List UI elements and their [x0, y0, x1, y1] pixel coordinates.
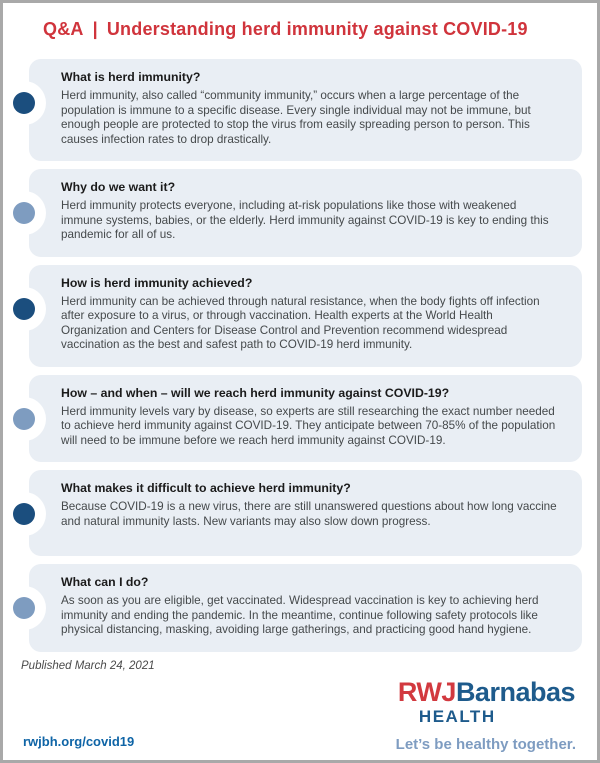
bullet-dot-icon [13, 503, 35, 525]
bullet-dot-icon [13, 202, 35, 224]
bullet-dot-icon [13, 298, 35, 320]
logo-barnabas: Barnabas [455, 677, 575, 707]
bullet-ring [2, 81, 46, 125]
qa-item-what-can-i-do [29, 564, 582, 652]
question-text: Why do we want it? [61, 180, 176, 194]
bullet-ring [2, 586, 46, 630]
brand-tagline: Let’s be healthy together. [395, 736, 576, 753]
logo-wordmark [398, 679, 575, 706]
title-separator: | [92, 19, 98, 39]
answer-text: As soon as you are eligible, get vaccinated. Widespread vaccination is key to achieving herd immunity and ending the pandemic. In the meantime, continue following safety protocols like physical distancing, masking, avoiding large gatherings, and practicing good hand hygiene. [61, 594, 539, 636]
logo-health: HEALTH [418, 707, 496, 726]
qa-item-what-is-herd-immunity [29, 59, 582, 161]
bullet-ring [2, 492, 46, 536]
answer-text: Herd immunity can be achieved through natural resistance, when the body fights off infection after exposure to a virus, or through vaccination. Health experts at the World Health Organization and Centers for Disease Control and Prevention recommend widespread vaccination as the best and safest path to COVID-19 herd immunity. [61, 294, 540, 351]
question-text: How – and when – will we reach herd immunity against COVID-19? [61, 385, 450, 400]
qa-item-why-do-we-want-it [29, 169, 582, 257]
bullet-dot-icon [13, 408, 35, 430]
covid19-site-link[interactable]: rwjbh.org/covid19 [23, 734, 135, 749]
bullet-ring [2, 397, 46, 441]
bullet-ring [2, 191, 46, 235]
qa-list [3, 59, 597, 652]
bullet-dot-icon [13, 92, 35, 114]
question-text: What makes it difficult to achieve herd immunity? [61, 481, 351, 495]
answer-text: Because COVID-19 is a new virus, there are still unanswered questions about how long vaccine and natural immunity lasts. New variants may also slow down progress. [61, 500, 557, 528]
title-text: Understanding herd immunity against COVID-19 [106, 19, 528, 39]
answer-text: Herd immunity levels vary by disease, so experts are still researching the exact number needed to achieve herd immunity against COVID-19. They anticipate between 70-85% of the population will need to be immune before we reach herd immunity against COVID-19. [61, 404, 556, 447]
page-title [3, 3, 597, 40]
answer-text: Herd immunity, also called “community immunity,” occurs when a large percentage of the population is immune to a specific disease. Every single individual may not be immune, but enough people are protected to stop the virus from easily spreading person to person. This causes infection rates to drop drastically. [61, 89, 531, 146]
rwjbarnabas-health-logo [398, 679, 575, 725]
question-text: What is herd immunity? [61, 70, 201, 84]
published-date: Published March 24, 2021 [21, 660, 155, 672]
logo-rwj: RWJ [397, 677, 456, 707]
title-prefix: Q&A [43, 19, 84, 39]
question-text: What can I do? [61, 575, 149, 589]
qa-item-when-reached [29, 375, 582, 463]
bullet-dot-icon [13, 597, 35, 619]
qa-item-difficulties [29, 470, 582, 556]
qa-item-how-achieved [29, 265, 582, 367]
bullet-ring [2, 287, 46, 331]
question-text: How is herd immunity achieved? [61, 275, 253, 290]
answer-text: Herd immunity protects everyone, including at-risk populations like those with weakened immune systems, babies, or the elderly. Herd immunity against COVID-19 is key to ending this pandemic for all of us. [61, 199, 549, 241]
